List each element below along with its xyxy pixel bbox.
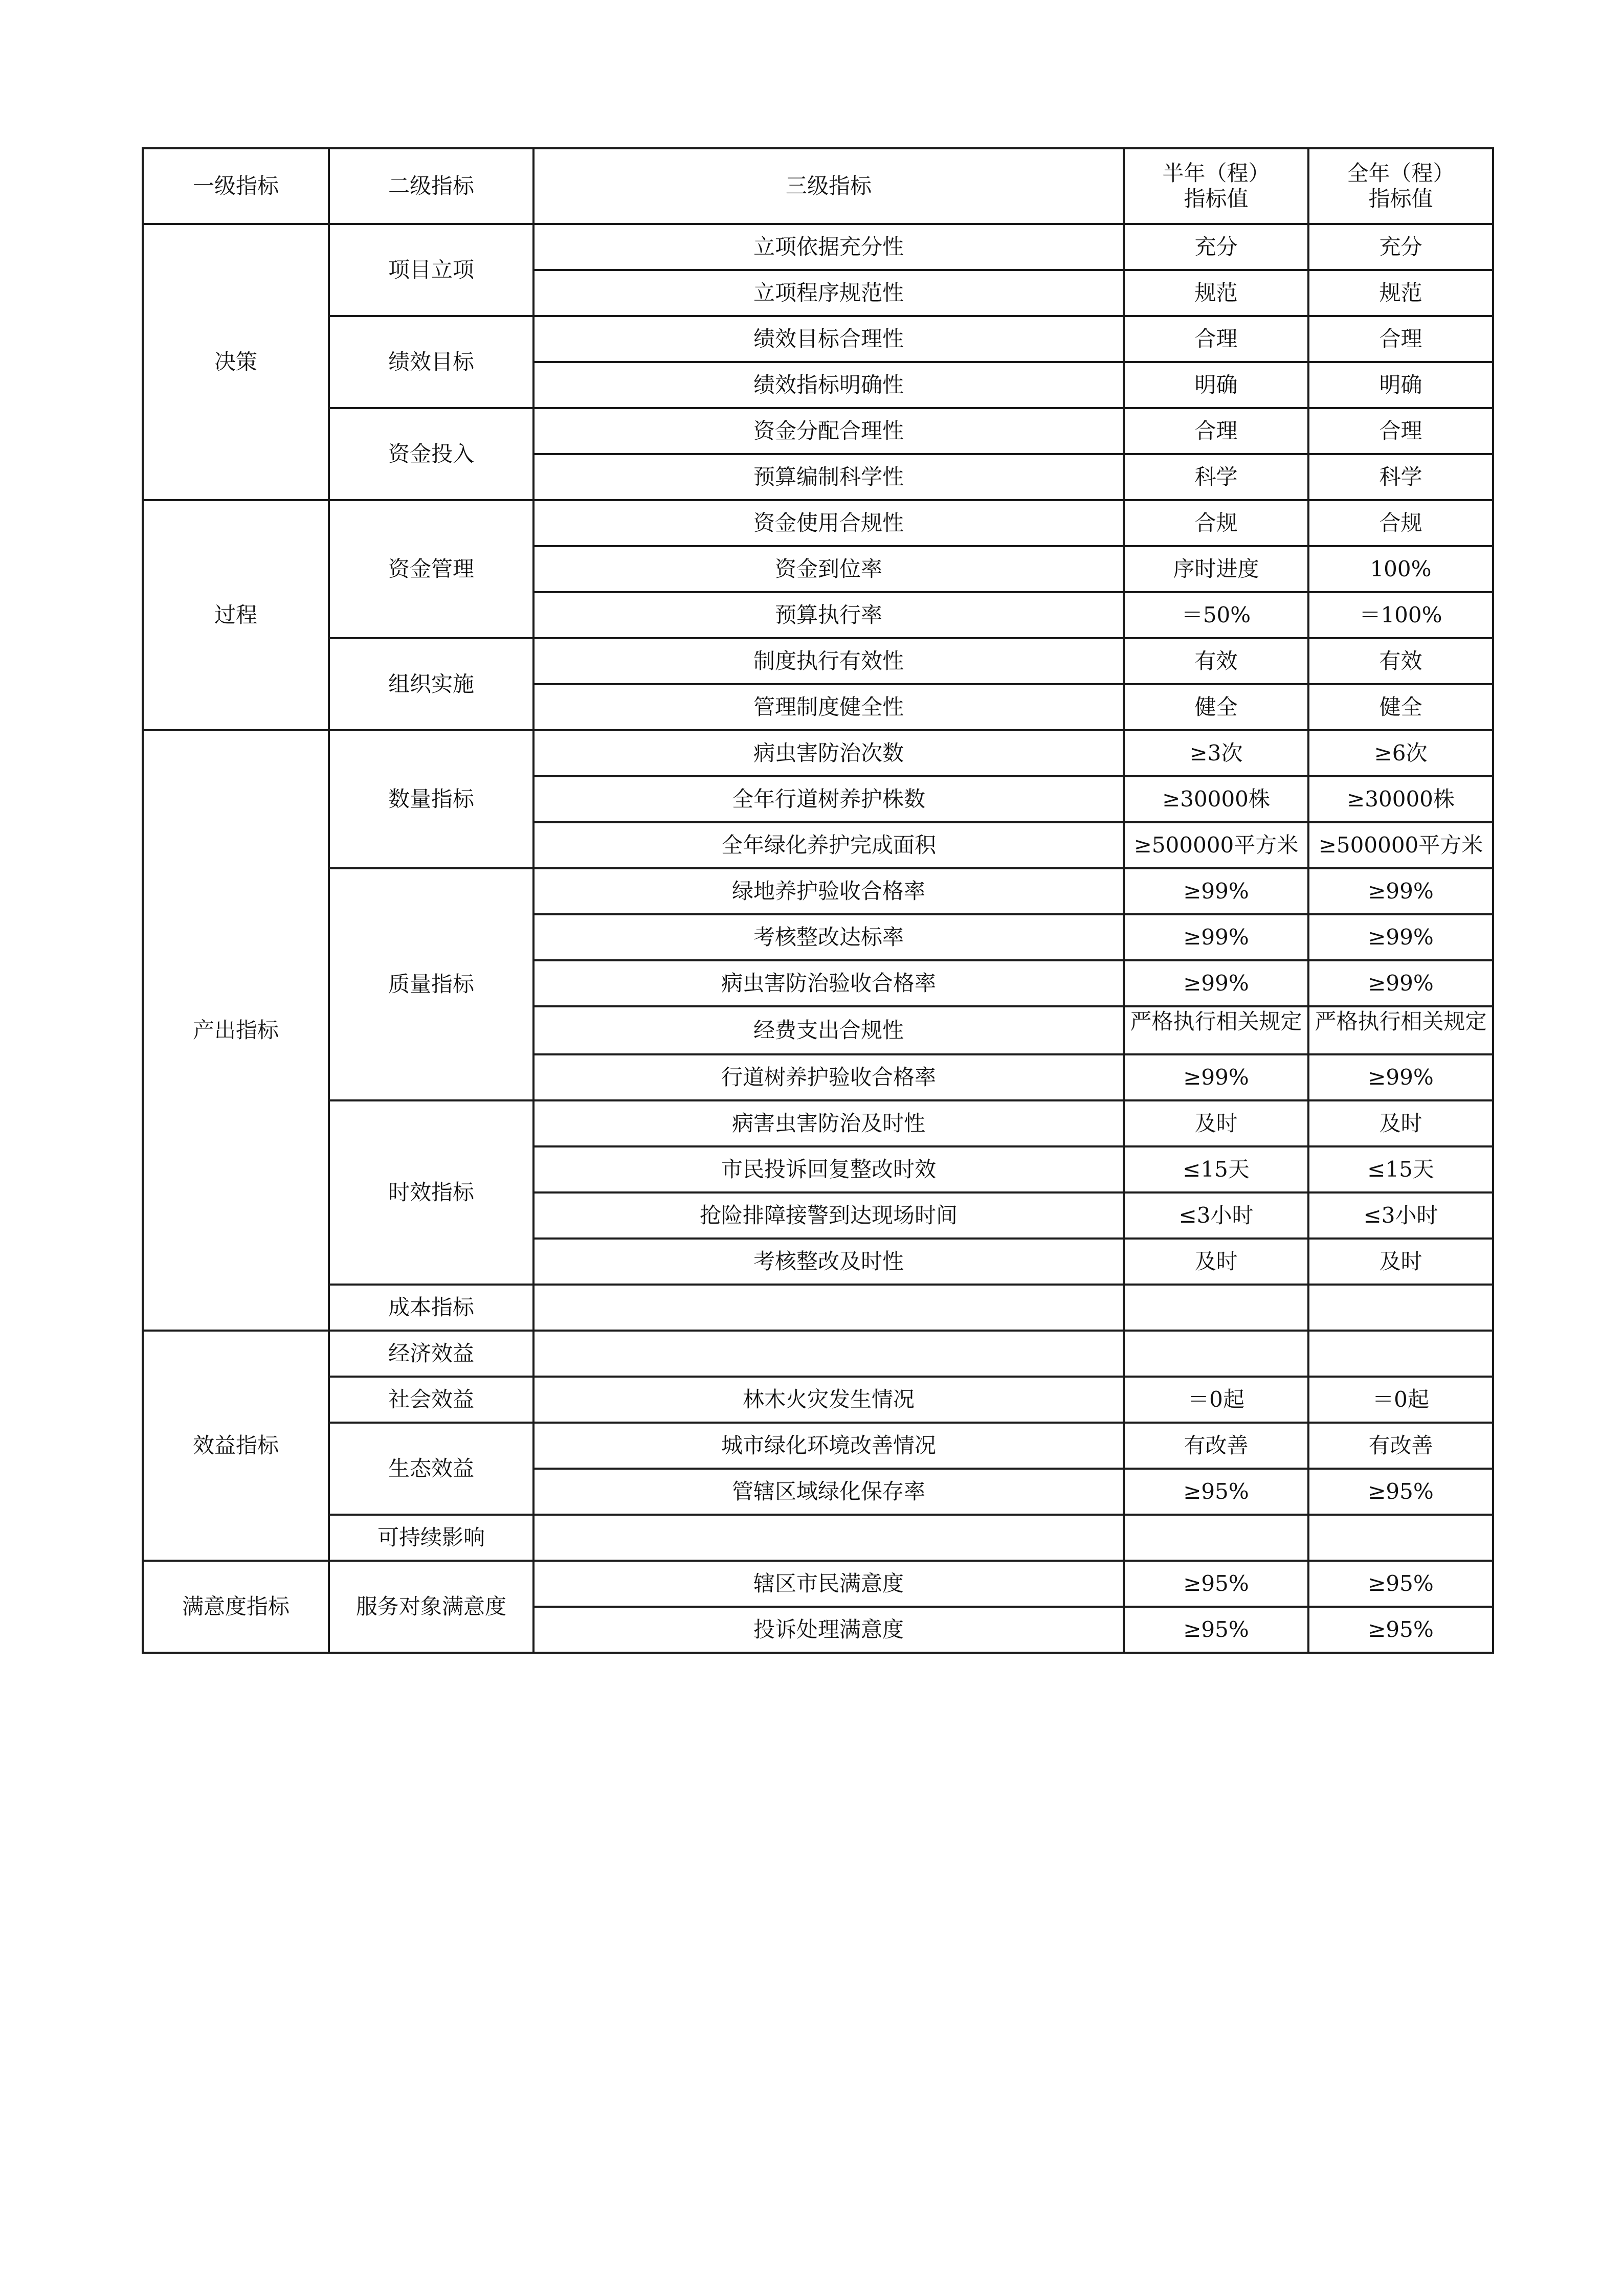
half-year-value-cell: 有效: [1124, 638, 1308, 684]
full-year-value-cell: 有改善: [1308, 1423, 1493, 1469]
full-year-value-cell: ≥99%: [1308, 960, 1493, 1006]
subgroup-cell-org-implementation: 组织实施: [329, 638, 533, 730]
half-year-value-cell: 及时: [1124, 1100, 1308, 1146]
table-row: [143, 224, 1493, 270]
header-half-year-line2: 指标值: [1184, 186, 1249, 211]
indicator-cell: 考核整改及时性: [533, 1239, 1124, 1285]
full-year-value-cell: [1308, 1006, 1493, 1054]
table-row: [143, 316, 1493, 362]
table-row: [143, 500, 1493, 546]
indicator-cell: 市民投诉回复整改时效: [533, 1146, 1124, 1192]
half-year-value-cell: 健全: [1124, 684, 1308, 730]
subgroup-cell-economic: 经济效益: [329, 1331, 533, 1377]
half-year-value-cell: 及时: [1124, 1239, 1308, 1285]
indicator-cell: 预算编制科学性: [533, 454, 1124, 500]
table-row: [143, 1561, 1493, 1607]
full-year-value-cell: 及时: [1308, 1100, 1493, 1146]
half-year-value-cell: 序时进度: [1124, 546, 1308, 592]
subgroup-cell-fund-input: 资金投入: [329, 408, 533, 500]
half-year-value-cell: ≥3次: [1124, 730, 1308, 776]
group-cell-satisfaction: 满意度指标: [143, 1561, 329, 1653]
indicator-cell: 绩效目标合理性: [533, 316, 1124, 362]
full-year-value-cell: 合理: [1308, 316, 1493, 362]
full-year-value-cell: ≥99%: [1308, 868, 1493, 914]
table-row: [143, 1377, 1493, 1423]
half-year-value-cell: 科学: [1124, 454, 1308, 500]
indicator-cell: 立项依据充分性: [533, 224, 1124, 270]
half-year-value-cell: ＝50%: [1124, 592, 1308, 638]
full-year-value-cell: 有效: [1308, 638, 1493, 684]
header-full-year-line2: 指标值: [1368, 186, 1433, 211]
subgroup-cell-timeliness: 时效指标: [329, 1100, 533, 1285]
half-year-value-cell: 明确: [1124, 362, 1308, 408]
full-year-value-cell: 规范: [1308, 270, 1493, 316]
header-half-year: [1124, 148, 1308, 224]
table-row: [143, 1100, 1493, 1146]
full-year-value-cell: ≥95%: [1308, 1469, 1493, 1515]
indicator-cell: 病虫害防治验收合格率: [533, 960, 1124, 1006]
header-level2: 二级指标: [329, 148, 533, 224]
half-year-value-cell: [1124, 1006, 1308, 1054]
header-full-year-line1: 全年（程）: [1347, 161, 1455, 186]
indicator-cell: 病害虫害防治及时性: [533, 1100, 1124, 1146]
header-level1: 一级指标: [143, 148, 329, 224]
full-year-value-cell: [1308, 1515, 1493, 1561]
full-year-value-cell: ≥99%: [1308, 914, 1493, 960]
subgroup-cell-project-approval: 项目立项: [329, 224, 533, 316]
full-year-value-cell: ＝100%: [1308, 592, 1493, 638]
indicator-cell: 经费支出合规性: [533, 1006, 1124, 1054]
full-year-value-cell: ≥6次: [1308, 730, 1493, 776]
half-year-value-cell: ≥99%: [1124, 868, 1308, 914]
subgroup-cell-fund-management: 资金管理: [329, 500, 533, 638]
full-year-value-cell: 明确: [1308, 362, 1493, 408]
table-row: [143, 1423, 1493, 1469]
indicator-cell: 资金使用合规性: [533, 500, 1124, 546]
table-row: [143, 868, 1493, 914]
full-year-value-cell: ≥500000平方米: [1308, 822, 1493, 868]
table-row: [143, 1331, 1493, 1377]
half-year-value-cell: ≥95%: [1124, 1561, 1308, 1607]
half-year-value-text: 严格执行相关规定: [1130, 1009, 1302, 1034]
table-row: [143, 1515, 1493, 1561]
half-year-value-cell: ≥99%: [1124, 960, 1308, 1006]
indicator-cell: 辖区市民满意度: [533, 1561, 1124, 1607]
half-year-value-cell: ≥30000株: [1124, 776, 1308, 822]
table-row: [143, 1285, 1493, 1331]
indicator-cell: 绩效指标明确性: [533, 362, 1124, 408]
full-year-value-cell: [1308, 1331, 1493, 1377]
indicator-cell: 立项程序规范性: [533, 270, 1124, 316]
subgroup-cell-ecological: 生态效益: [329, 1423, 533, 1515]
group-cell-benefit: 效益指标: [143, 1331, 329, 1561]
half-year-value-cell: ≥500000平方米: [1124, 822, 1308, 868]
half-year-value-cell: ≥95%: [1124, 1607, 1308, 1653]
indicator-cell: 城市绿化环境改善情况: [533, 1423, 1124, 1469]
half-year-value-cell: [1124, 1285, 1308, 1331]
half-year-value-cell: ≤3小时: [1124, 1192, 1308, 1239]
half-year-value-cell: 合理: [1124, 408, 1308, 454]
indicator-cell: 考核整改达标率: [533, 914, 1124, 960]
full-year-value-cell: 健全: [1308, 684, 1493, 730]
full-year-value-cell: ≥95%: [1308, 1607, 1493, 1653]
table-header-row: [143, 148, 1493, 224]
indicator-cell: [533, 1285, 1124, 1331]
header-level3: 三级指标: [533, 148, 1124, 224]
full-year-value-cell: ≥30000株: [1308, 776, 1493, 822]
subgroup-cell-sustainable: 可持续影响: [329, 1515, 533, 1561]
half-year-value-cell: ≥99%: [1124, 914, 1308, 960]
subgroup-cell-service-satisfaction: 服务对象满意度: [329, 1561, 533, 1653]
indicator-cell: 管辖区域绿化保存率: [533, 1469, 1124, 1515]
half-year-value-cell: 有改善: [1124, 1423, 1308, 1469]
full-year-value-cell: ≤3小时: [1308, 1192, 1493, 1239]
indicator-cell: 全年绿化养护完成面积: [533, 822, 1124, 868]
table-row: [143, 638, 1493, 684]
performance-indicator-sheet: [142, 147, 1494, 1654]
full-year-value-cell: 合理: [1308, 408, 1493, 454]
half-year-value-cell: ≥99%: [1124, 1054, 1308, 1100]
indicator-cell: 抢险排障接警到达现场时间: [533, 1192, 1124, 1239]
subgroup-cell-quality: 质量指标: [329, 868, 533, 1100]
indicator-cell: 资金到位率: [533, 546, 1124, 592]
indicator-cell: 制度执行有效性: [533, 638, 1124, 684]
full-year-value-cell: ≥99%: [1308, 1054, 1493, 1100]
full-year-value-cell: [1308, 1285, 1493, 1331]
half-year-value-cell: [1124, 1515, 1308, 1561]
subgroup-cell-performance-goal: 绩效目标: [329, 316, 533, 408]
indicator-cell: [533, 1331, 1124, 1377]
indicator-cell: 绿地养护验收合格率: [533, 868, 1124, 914]
indicator-cell: 管理制度健全性: [533, 684, 1124, 730]
indicator-table: [142, 147, 1494, 1654]
indicator-cell: 病虫害防治次数: [533, 730, 1124, 776]
half-year-value-cell: 合规: [1124, 500, 1308, 546]
group-cell-decision: 决策: [143, 224, 329, 500]
table-row: [143, 730, 1493, 776]
indicator-cell: [533, 1515, 1124, 1561]
full-year-value-cell: 100%: [1308, 546, 1493, 592]
group-cell-process: 过程: [143, 500, 329, 730]
header-full-year: [1308, 148, 1493, 224]
full-year-value-text: 严格执行相关规定: [1315, 1009, 1487, 1034]
full-year-value-cell: 科学: [1308, 454, 1493, 500]
half-year-value-cell: [1124, 1331, 1308, 1377]
half-year-value-cell: 规范: [1124, 270, 1308, 316]
full-year-value-cell: ≥95%: [1308, 1561, 1493, 1607]
half-year-value-cell: 充分: [1124, 224, 1308, 270]
half-year-value-cell: ＝0起: [1124, 1377, 1308, 1423]
half-year-value-cell: ≤15天: [1124, 1146, 1308, 1192]
full-year-value-cell: 充分: [1308, 224, 1493, 270]
indicator-cell: 全年行道树养护株数: [533, 776, 1124, 822]
half-year-value-cell: ≥95%: [1124, 1469, 1308, 1515]
subgroup-cell-cost: 成本指标: [329, 1285, 533, 1331]
indicator-cell: 林木火灾发生情况: [533, 1377, 1124, 1423]
group-cell-output: 产出指标: [143, 730, 329, 1331]
indicator-cell: 行道树养护验收合格率: [533, 1054, 1124, 1100]
full-year-value-cell: 及时: [1308, 1239, 1493, 1285]
table-row: [143, 408, 1493, 454]
indicator-cell: 投诉处理满意度: [533, 1607, 1124, 1653]
subgroup-cell-quantity: 数量指标: [329, 730, 533, 868]
subgroup-cell-social: 社会效益: [329, 1377, 533, 1423]
half-year-value-cell: 合理: [1124, 316, 1308, 362]
indicator-cell: 资金分配合理性: [533, 408, 1124, 454]
indicator-cell: 预算执行率: [533, 592, 1124, 638]
full-year-value-cell: ≤15天: [1308, 1146, 1493, 1192]
full-year-value-cell: ＝0起: [1308, 1377, 1493, 1423]
header-half-year-line1: 半年（程）: [1162, 161, 1270, 186]
full-year-value-cell: 合规: [1308, 500, 1493, 546]
